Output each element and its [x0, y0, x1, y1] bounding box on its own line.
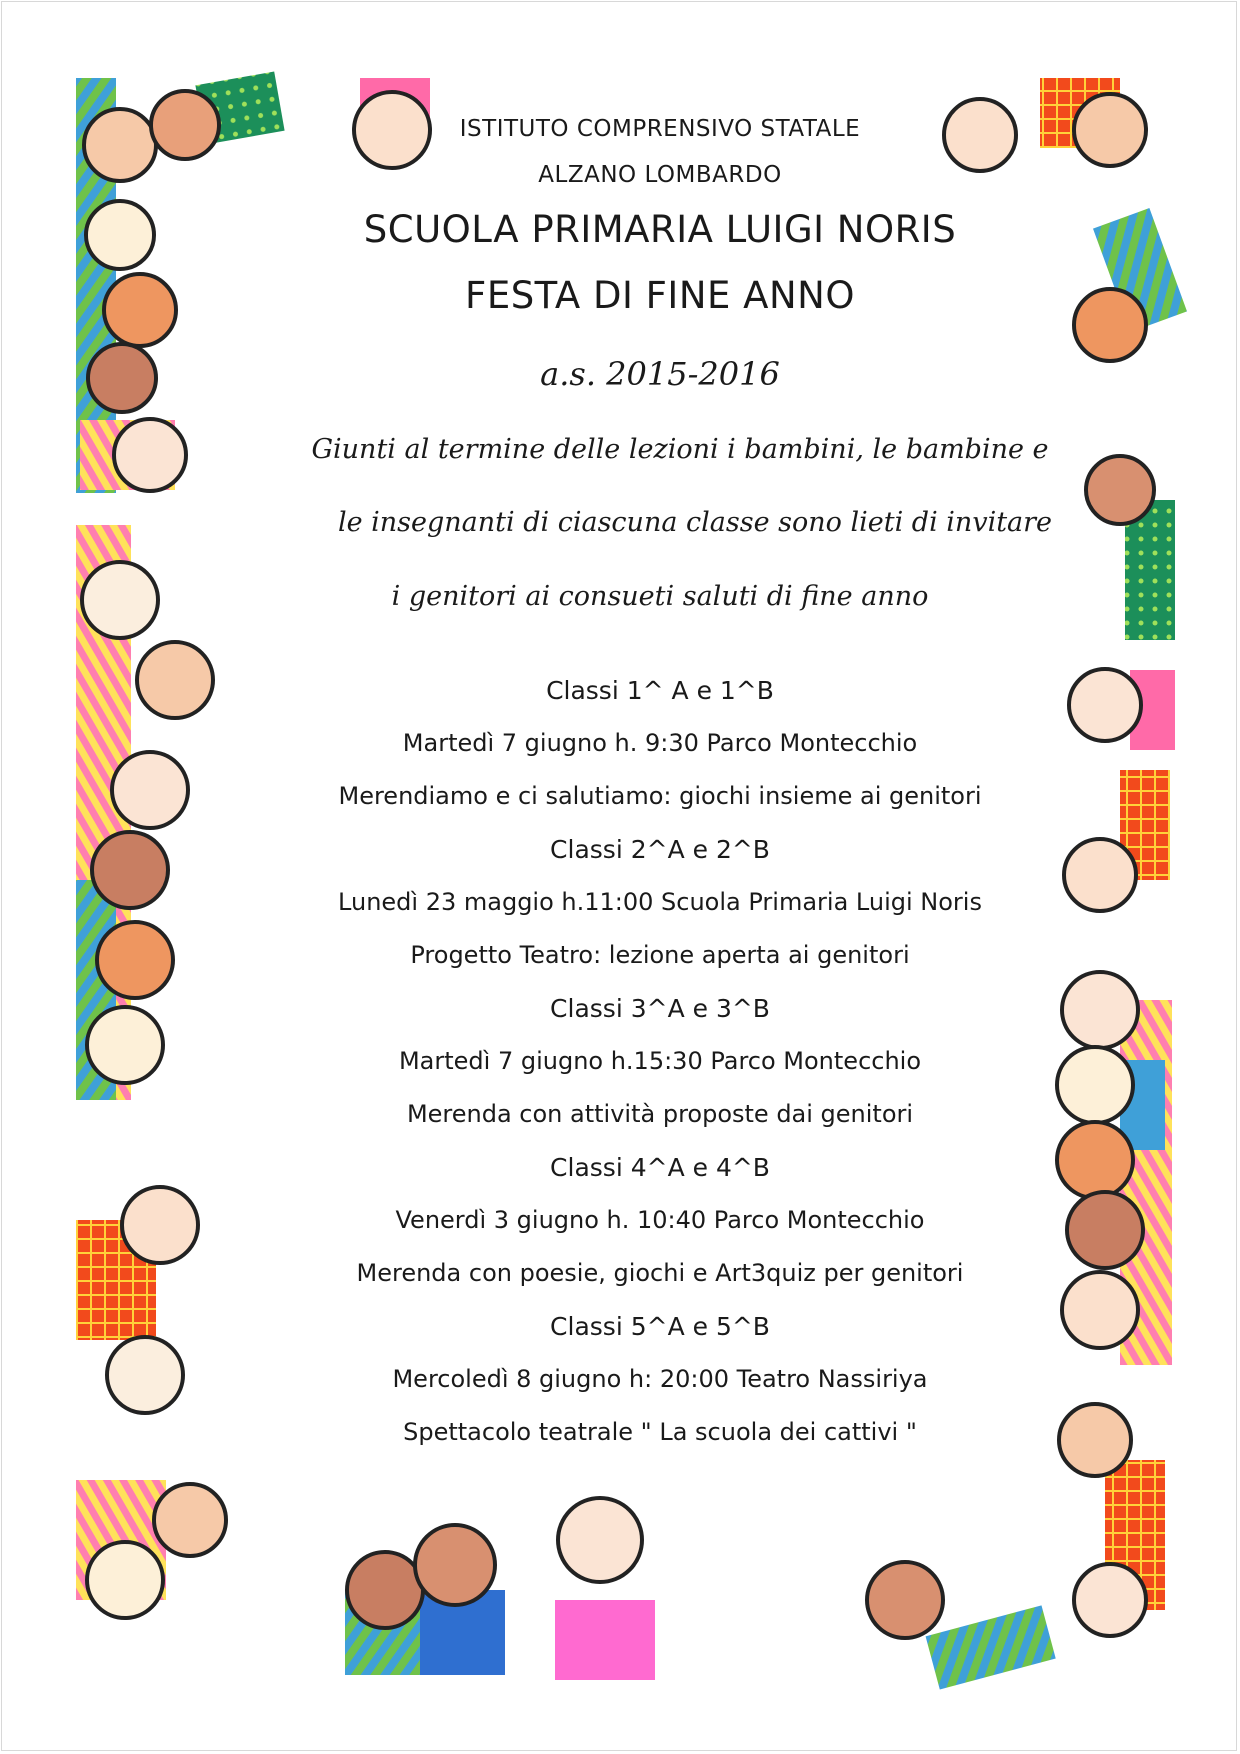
event-when-5: Mercoledì 8 giugno h: 20:00 Teatro Nassiriya: [392, 1365, 928, 1393]
event-classes-1: Classi 1^ A e 1^B: [546, 676, 774, 705]
event-what-5: Spettacolo teatrale " La scuola dei cattivi ": [403, 1418, 917, 1446]
event-what-2: Progetto Teatro: lezione aperta ai genitori: [410, 941, 910, 969]
event-what-3: Merenda con attività proposte dai genitori: [406, 1100, 914, 1128]
event-classes-3: Classi 3^A e 3^B: [550, 994, 770, 1023]
school-year: a.s. 2015-2016: [540, 355, 780, 393]
right-bottom-cluster: [867, 1404, 1165, 1690]
event-classes-5: Classi 5^A e 5^B: [550, 1312, 770, 1341]
intro-line-3: i genitori ai consueti saluti di fine anno: [391, 581, 929, 612]
event-when-2: Lunedì 23 maggio h.11:00 Scuola Primaria Luigi Noris: [338, 888, 982, 916]
town-name: ALZANO LOMBARDO: [538, 162, 782, 188]
event-classes-4: Classi 4^A e 4^B: [550, 1153, 770, 1182]
left-middle-cluster: [76, 525, 213, 1100]
school-name: SCUOLA PRIMARIA LUIGI NORIS: [363, 208, 957, 251]
event-when-1: Martedì 7 giugno h. 9:30 Parco Montecchio: [402, 729, 918, 757]
left-bottom-cluster: [76, 1187, 226, 1618]
bottom-center-kids: [345, 1498, 655, 1680]
event-when-3: Martedì 7 giugno h.15:30 Parco Montecchio: [398, 1047, 922, 1075]
intro-line-2: le insegnanti di ciascuna classe sono lieti di invitare: [337, 507, 1053, 538]
event-when-4: Venerdì 3 giugno h. 10:40 Parco Montecchio: [395, 1206, 925, 1234]
event-classes-2: Classi 2^A e 2^B: [550, 835, 770, 864]
intro-line-1: Giunti al termine delle lezioni i bambini, le bambine e: [311, 434, 1049, 465]
event-title: FESTA DI FINE ANNO: [465, 274, 855, 317]
event-what-4: Merenda con poesie, giochi e Art3quiz per genitori: [356, 1259, 964, 1287]
event-what-1: Merendiamo e ci salutiamo: giochi insieme ai genitori: [338, 782, 982, 810]
institute-name: ISTITUTO COMPRENSIVO STATALE: [459, 116, 861, 142]
